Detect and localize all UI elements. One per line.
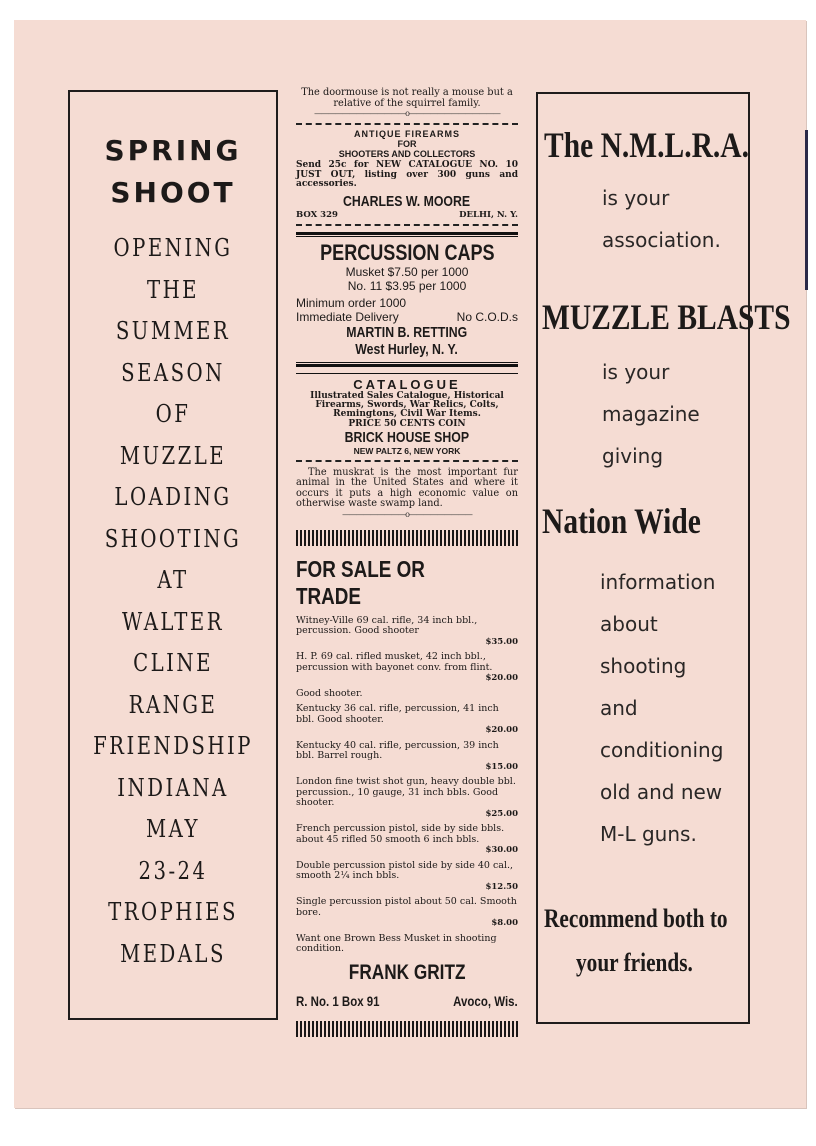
ornament-divider: —————————————o————————————— <box>314 109 500 118</box>
recommend-line: your friends. <box>576 948 693 977</box>
nmlra-ad: The N.M.L.R.A. is your association. MUZZLE BLASTS is your magazine giving Nation Wide information about shooting and conditioning old and new M-L guns. Recommend both to your friends. <box>536 92 750 1024</box>
spring-shoot-heading: SPRING SHOOT <box>104 134 242 209</box>
spring-shoot-ad <box>68 90 278 1020</box>
list-item: Double percussion pistol side by side 40 cal., smooth 2¼ inch bbls. $12.50 <box>296 859 518 892</box>
ad-line: MUZZLE <box>119 441 227 470</box>
spring-shoot-lines <box>89 228 258 975</box>
list-item: Good shooter. <box>296 687 363 699</box>
catalogue-ad: CATALOGUE Illustrated Sales Catalogue, Historical Firearms, Swords, War Relics, Colts, Remingtons, Civil War Items. PRICE 50 CENTS COIN BRICK HOUSE SHOP NEW PALTZ 6, NEW YORK <box>296 367 518 456</box>
decorative-rule <box>296 1021 518 1037</box>
middle-column <box>296 88 518 1037</box>
muskrat-filler: The muskrat is the most important fur animal in the United States and where it occurs it puts a high economic value on otherwise waste swamp land. <box>296 466 518 509</box>
ad-name: BRICK HOUSE SHOP <box>344 428 470 446</box>
ad-line: SEASON <box>121 358 225 387</box>
ad-line: CLINE <box>133 649 213 677</box>
dashed-divider <box>296 460 518 462</box>
ad-line: TROPHIES <box>108 898 238 926</box>
antique-firearms-ad: ANTIQUE FIREARMS FOR SHOOTERS AND COLLECTORS Send 25c for NEW CATALOGUE NO. 10 JUST OUT, listing over 300 guns and accessories. CHARLES W. MOORE BOX 329 DELHI, N. Y. <box>296 129 518 220</box>
ad-title: PERCUSSION CAPS <box>319 239 495 265</box>
list-item: Witney-Ville 69 cal. rifle, 34 inch bbl., percussion. Good shooter $35.00 <box>296 614 518 647</box>
decorative-rule <box>296 530 518 546</box>
ad-line: MEDALS <box>120 939 226 968</box>
ad-line: MAY <box>146 815 200 843</box>
for-sale-ad: FOR SALE OR TRADE Witney-Ville 69 cal. rifle, 34 inch bbl., percussion. Good shooter $35.00 H. P. 69 cal. rifled musket, 42 inch bbl., percussion with bayonet conv. from flint. $20.00 Good shooter. Kentucky 36 cal. rifle, percussion, 41 inch bbl. Good shooter. $20.00 Kentucky 40 cal. rifle, percussion, 39 inch bbl. Barrel rough. $15.00 London fine twist shot gun, heavy double bbl. percussion., 10 gauge, 31 inch bbls. Good shooter. $25.00 French percussion pistol, side by side bbls. about 45 rifled 50 smooth 6 inch bbls. $30.00 Double percussion pistol side by side 40 cal., smooth 2¼ inch bbls. $12.50 Single percussion pistol about 50 cal. Smooth bore. $8.00 Want one Brown Bess Musket in shooting condition. FRANK GRITZ R. No. 1 Box 91 Avoco, Wis. <box>296 555 518 1009</box>
list-item: Single percussion pistol about 50 cal. Smooth bore. $8.00 <box>296 896 518 928</box>
sale-title: FOR SALE OR TRADE <box>296 555 425 609</box>
list-item: H. P. 69 cal. rifled musket, 42 inch bbl., percussion with bayonet conv. from flint. $20.00 <box>296 651 518 683</box>
magazine-page <box>14 20 806 1108</box>
seller-name: FRANK GRITZ <box>348 960 466 984</box>
ad-line: INDIANA <box>117 773 229 802</box>
ad-line: LOADING <box>114 483 232 511</box>
ad-name: MARTIN B. RETTING <box>346 323 468 341</box>
doormouse-filler: The doormouse is not really a mouse but a relative of the squirrel family. <box>301 87 513 109</box>
muzzle-blasts-title: MUZZLE BLASTS <box>542 297 791 337</box>
ornament-divider: —————————o————————— <box>342 509 472 519</box>
ad-line: AT <box>157 566 189 594</box>
nmlra-title: The N.M.L.R.A. <box>544 125 749 165</box>
ad-name: CHARLES W. MOORE <box>343 192 471 210</box>
recommend-line: Recommend both to <box>544 904 728 933</box>
list-item: London fine twist shot gun, heavy double bbl. percussion., 10 gauge, 31 inch bbls. Good shooter. $25.00 <box>296 776 518 819</box>
list-item: Want one Brown Bess Musket in shooting condition. <box>296 932 497 954</box>
ad-line: SUMMER <box>115 317 231 345</box>
list-item: Kentucky 36 cal. rifle, percussion, 41 inch bbl. Good shooter. $20.00 <box>296 703 518 735</box>
ad-line: RANGE <box>128 690 218 719</box>
ad-line: WALTER <box>121 607 224 636</box>
dashed-divider <box>296 123 518 125</box>
nation-wide-title: Nation Wide <box>542 501 701 541</box>
list-item: French percussion pistol, side by side bbls. about 45 rifled 50 smooth 6 inch bbls. $30.00 <box>296 823 518 855</box>
ad-line: 23-24 <box>138 856 208 885</box>
percussion-caps-ad: PERCUSSION CAPS Musket $7.50 per 1000 No. 11 $3.95 per 1000 Minimum order 1000 Immediate Delivery No C.O.D.s MARTIN B. RETTING West Hurley, N. Y. <box>296 239 518 358</box>
list-item: Kentucky 40 cal. rifle, percussion, 39 inch bbl. Barrel rough. $15.00 <box>296 739 518 772</box>
rule <box>296 362 518 363</box>
ad-line: FRIENDSHIP <box>93 732 253 760</box>
dashed-divider <box>296 224 518 226</box>
ad-line: OF <box>155 400 191 428</box>
ad-line: SHOOTING <box>104 524 242 553</box>
ad-line: THE <box>146 275 200 304</box>
ad-line: OPENING <box>113 234 233 262</box>
rule <box>296 232 518 235</box>
